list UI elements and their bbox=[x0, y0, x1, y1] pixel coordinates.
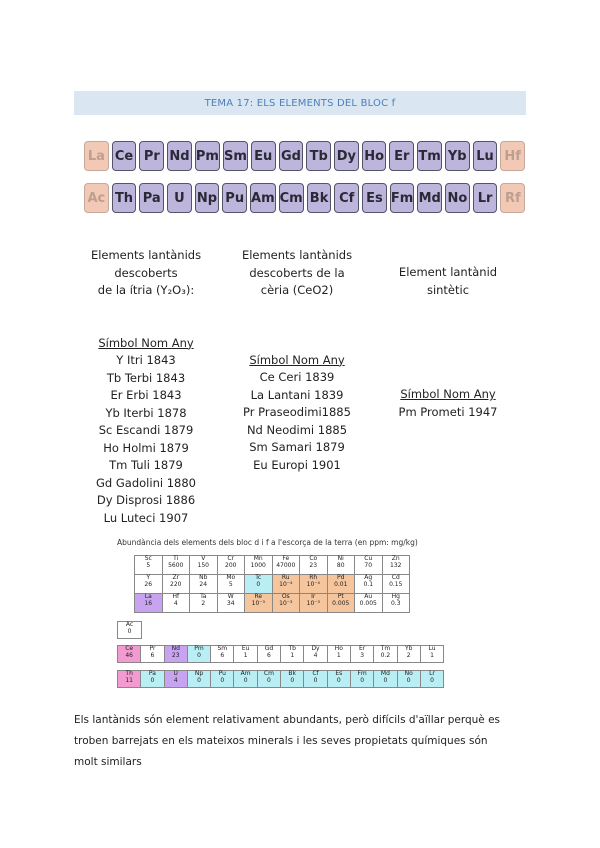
abundance-cell bbox=[162, 594, 190, 613]
element-tile: La bbox=[84, 141, 109, 171]
abundance-value: 1000 bbox=[250, 561, 266, 569]
abundance-d-block-table bbox=[134, 555, 410, 613]
abundance-cell bbox=[234, 671, 257, 688]
column-heading-line: cèria (CeO2) bbox=[260, 283, 334, 297]
element-tile: Np bbox=[195, 183, 220, 213]
abundance-cell bbox=[281, 671, 304, 688]
abundance-symbol: Re bbox=[254, 593, 263, 600]
abundance-value: 0 bbox=[383, 676, 388, 684]
abundance-cell bbox=[217, 575, 245, 594]
abundance-value: 0 bbox=[220, 676, 225, 684]
abundance-cell bbox=[245, 556, 273, 575]
spacer bbox=[373, 299, 523, 386]
abundance-symbol: Fe bbox=[282, 555, 290, 562]
abundance-value: 0 bbox=[290, 676, 295, 684]
element-entry: Tm Tuli 1879 bbox=[109, 458, 183, 472]
element-tile: U bbox=[167, 183, 192, 213]
abundance-value: 4 bbox=[173, 599, 178, 607]
element-tile: Bk bbox=[307, 183, 332, 213]
abundance-value: 0.2 bbox=[380, 651, 391, 659]
abundance-cell bbox=[327, 594, 355, 613]
abundance-value: 0 bbox=[197, 676, 201, 684]
abundance-value: 5 bbox=[146, 561, 151, 569]
abundance-symbol: Cd bbox=[391, 574, 400, 581]
abundance-cell bbox=[190, 556, 218, 575]
abundance-value: 0 bbox=[267, 676, 271, 684]
element-tile: Cf bbox=[334, 183, 359, 213]
abundance-cell bbox=[118, 671, 141, 688]
element-tile: Er bbox=[389, 141, 414, 171]
abundance-symbol: Hg bbox=[391, 593, 400, 600]
abundance-symbol: Ho bbox=[334, 645, 343, 652]
element-tile: No bbox=[445, 183, 470, 213]
element-entry: Yb Iterbi 1878 bbox=[105, 405, 187, 420]
abundance-symbol: Tm bbox=[380, 645, 391, 652]
abundance-cell bbox=[211, 646, 234, 663]
abundance-cell bbox=[420, 646, 443, 663]
element-entry: Er Erbi 1843 bbox=[110, 388, 182, 402]
column-heading-line: sintètic bbox=[426, 282, 470, 297]
abundance-value: 150 bbox=[197, 561, 209, 569]
element-tile: Pu bbox=[222, 183, 247, 213]
abundance-lanthanides-table bbox=[117, 645, 444, 663]
abundance-value: 10⁻³ bbox=[251, 599, 265, 607]
element-entry: Dy Disprosi 1886 bbox=[96, 493, 196, 507]
abundance-cell bbox=[300, 594, 328, 613]
abundance-cell bbox=[382, 594, 410, 613]
abundance-value: 2 bbox=[201, 599, 206, 607]
abundance-symbol: Pt bbox=[337, 593, 344, 600]
abundance-cell bbox=[217, 556, 245, 575]
abundance-symbol: Ni bbox=[337, 555, 344, 562]
abundance-symbol: Es bbox=[335, 670, 343, 677]
abundance-value: 4 bbox=[173, 676, 178, 684]
abundance-row bbox=[118, 622, 142, 639]
abundance-value: 5600 bbox=[168, 561, 184, 569]
column-synthetic bbox=[373, 247, 523, 421]
element-tile: Ac bbox=[84, 183, 109, 213]
element-entry: Gd Gadolini 1880 bbox=[96, 475, 196, 490]
abundance-value: 0 bbox=[406, 676, 411, 684]
column-heading-line: de la ítria (Y₂O₃): bbox=[97, 283, 195, 297]
element-entry: Nd Neodimi 1885 bbox=[246, 422, 348, 437]
abundance-value: 0 bbox=[430, 676, 434, 684]
abundance-symbol: Os bbox=[281, 593, 290, 600]
abundance-value: 0.1 bbox=[363, 580, 374, 588]
element-tile: Rf bbox=[500, 183, 525, 213]
column-heading-line: descoberts bbox=[114, 265, 178, 280]
element-tile: Eu bbox=[251, 141, 276, 171]
element-tile: Pa bbox=[139, 183, 164, 213]
abundance-symbol: Ac bbox=[125, 621, 134, 628]
element-tile: Tb bbox=[306, 141, 331, 171]
abundance-value: 24 bbox=[199, 580, 208, 588]
element-entry: Sm Samari 1879 bbox=[249, 440, 345, 454]
abundance-cell bbox=[350, 646, 373, 663]
element-entry: Eu Europi 1901 bbox=[253, 457, 341, 472]
abundance-value: 26 bbox=[144, 580, 153, 588]
element-tile: Gd bbox=[279, 141, 304, 171]
abundance-value: 0 bbox=[313, 676, 318, 684]
column-table-header: Símbol Nom Any bbox=[98, 335, 194, 350]
abundance-symbol: Au bbox=[364, 593, 373, 600]
abundance-cell bbox=[397, 671, 420, 688]
abundance-symbol: Lr bbox=[429, 670, 435, 677]
abundance-value: 5 bbox=[228, 580, 233, 588]
abundance-value: 0 bbox=[256, 580, 261, 588]
abundance-symbol: Lu bbox=[428, 645, 436, 652]
abundance-symbol: Md bbox=[380, 670, 390, 677]
spacer bbox=[71, 300, 221, 335]
abundance-symbol: W bbox=[227, 593, 234, 600]
abundance-cell bbox=[355, 556, 383, 575]
abundance-value: 0.01 bbox=[334, 580, 348, 588]
abundance-symbol: Pa bbox=[148, 670, 156, 677]
abundance-value: 34 bbox=[226, 599, 235, 607]
abundance-row bbox=[118, 671, 444, 688]
column-table-header: Símbol Nom Any bbox=[400, 387, 496, 401]
abundance-value: 23 bbox=[309, 561, 318, 569]
abundance-cell bbox=[257, 671, 280, 688]
abundance-cell bbox=[300, 575, 328, 594]
abundance-cell bbox=[272, 594, 300, 613]
abundance-cell bbox=[355, 575, 383, 594]
abundance-cell bbox=[245, 594, 273, 613]
abundance-symbol: Ru bbox=[281, 574, 290, 581]
spacer bbox=[222, 300, 372, 352]
abundance-value: 6 bbox=[267, 651, 271, 659]
body-paragraph: Els lantànids són element relativament abundants, però difícils d'aïllar perquè es troben barrejats en els mateixos minerals i les seves propietats químiques són molt similars bbox=[74, 714, 501, 768]
element-entry: Ce Ceri 1839 bbox=[259, 370, 335, 384]
column-heading-line: Elements lantànids bbox=[241, 248, 353, 262]
element-tile: Sm bbox=[223, 141, 248, 171]
element-list bbox=[222, 369, 372, 474]
abundance-value: 10⁻³ bbox=[279, 599, 293, 607]
abundance-value: 10⁻⁴ bbox=[306, 580, 320, 588]
element-tile: Tm bbox=[417, 141, 442, 171]
abundance-value: 70 bbox=[364, 561, 373, 569]
abundance-value: 11 bbox=[125, 676, 133, 684]
abundance-symbol: Pu bbox=[218, 670, 226, 677]
abundance-symbol: Tc bbox=[255, 574, 262, 581]
element-entry: Ho Holmi 1879 bbox=[103, 440, 189, 455]
element-tile: Hf bbox=[500, 141, 525, 171]
abundance-cell bbox=[327, 646, 350, 663]
page-header-banner bbox=[74, 91, 526, 115]
abundance-symbol: Eu bbox=[241, 645, 250, 652]
abundance-symbol: Pm bbox=[194, 645, 204, 652]
abundance-symbol: Ta bbox=[200, 593, 207, 600]
abundance-symbol: Cf bbox=[312, 670, 319, 677]
abundance-actinides-table bbox=[117, 670, 444, 688]
element-entry: La Lantani 1839 bbox=[250, 387, 344, 402]
abundance-symbol: Dy bbox=[311, 645, 320, 652]
abundance-cell bbox=[257, 646, 280, 663]
abundance-symbol: V bbox=[201, 555, 206, 562]
abundance-cell bbox=[327, 671, 350, 688]
abundance-symbol: Cm bbox=[263, 670, 274, 677]
abundance-symbol: Mo bbox=[226, 574, 236, 581]
column-heading-line: descoberts de la bbox=[249, 265, 345, 280]
abundance-symbol: Er bbox=[358, 645, 366, 652]
abundance-cell bbox=[272, 575, 300, 594]
abundance-value: 46 bbox=[125, 651, 133, 659]
abundance-value: 1 bbox=[243, 651, 248, 659]
abundance-symbol: Bk bbox=[288, 670, 297, 677]
abundance-cell bbox=[187, 671, 210, 688]
abundance-title: Abundància dels elements dels bloc d i f a l'escorça de la terra (en ppm: mg/kg) bbox=[117, 538, 418, 547]
abundance-row bbox=[135, 556, 410, 575]
abundance-symbol: Zr bbox=[172, 574, 180, 581]
abundance-value: 6 bbox=[150, 651, 155, 659]
abundance-cell bbox=[300, 556, 328, 575]
abundance-symbol: Ti bbox=[173, 555, 179, 562]
abundance-symbol: Y bbox=[146, 574, 151, 581]
abundance-symbol: Fm bbox=[357, 670, 367, 677]
abundance-row bbox=[118, 646, 444, 663]
abundance-cell bbox=[164, 671, 187, 688]
abundance-cell bbox=[245, 575, 273, 594]
abundance-cell bbox=[187, 646, 210, 663]
abundance-cell bbox=[304, 671, 327, 688]
abundance-cell bbox=[382, 556, 410, 575]
abundance-cell bbox=[234, 646, 257, 663]
abundance-row bbox=[135, 575, 410, 594]
element-tile: Am bbox=[250, 183, 276, 213]
element-tile: Pr bbox=[139, 141, 164, 171]
abundance-value: 0 bbox=[127, 627, 132, 635]
abundance-cell bbox=[190, 575, 218, 594]
element-tile: Pm bbox=[195, 141, 220, 171]
abundance-symbol: Gd bbox=[264, 645, 274, 652]
abundance-cell bbox=[164, 646, 187, 663]
element-list bbox=[373, 404, 523, 422]
abundance-cell bbox=[281, 646, 304, 663]
element-tile: Nd bbox=[167, 141, 192, 171]
abundance-value: 1 bbox=[290, 651, 295, 659]
element-list bbox=[71, 352, 221, 527]
abundance-cell bbox=[118, 646, 141, 663]
abundance-cell bbox=[135, 575, 163, 594]
abundance-symbol: Pd bbox=[337, 574, 345, 581]
abundance-cell bbox=[141, 646, 164, 663]
abundance-value: 2 bbox=[406, 651, 411, 659]
abundance-cell bbox=[327, 575, 355, 594]
element-tile: Th bbox=[112, 183, 137, 213]
abundance-cell bbox=[162, 556, 190, 575]
abundance-cell bbox=[355, 594, 383, 613]
element-tile: Ce bbox=[112, 141, 137, 171]
abundance-cell bbox=[272, 556, 300, 575]
column-ceria bbox=[222, 247, 372, 474]
column-table-header: Símbol Nom Any bbox=[249, 352, 345, 367]
actinide-row bbox=[84, 183, 525, 213]
abundance-symbol: Nb bbox=[199, 574, 208, 581]
abundance-cell bbox=[135, 594, 163, 613]
abundance-value: 47000 bbox=[276, 561, 296, 569]
abundance-value: 0 bbox=[150, 676, 155, 684]
abundance-value: 200 bbox=[225, 561, 237, 569]
abundance-symbol: Th bbox=[125, 670, 133, 677]
abundance-symbol: U bbox=[173, 670, 178, 677]
abundance-cell bbox=[190, 594, 218, 613]
abundance-cell bbox=[382, 575, 410, 594]
element-tile: Md bbox=[417, 183, 442, 213]
column-heading-line: Elements lantànids bbox=[90, 248, 202, 262]
abundance-row bbox=[135, 594, 410, 613]
abundance-value: 0.3 bbox=[390, 599, 401, 607]
abundance-value: 0 bbox=[197, 651, 201, 659]
abundance-value: 0 bbox=[360, 676, 365, 684]
element-entry: Y Itri 1843 bbox=[116, 353, 176, 367]
abundance-symbol: No bbox=[404, 670, 413, 677]
abundance-symbol: Ag bbox=[364, 574, 373, 581]
abundance-cell bbox=[217, 594, 245, 613]
abundance-value: 16 bbox=[144, 599, 153, 607]
abundance-value: 6 bbox=[220, 651, 225, 659]
abundance-symbol: La bbox=[144, 593, 152, 600]
abundance-value: 10⁻⁴ bbox=[279, 580, 293, 588]
element-entry: Pr Praseodimi1885 bbox=[243, 405, 351, 419]
abundance-cell bbox=[162, 575, 190, 594]
abundance-symbol: Ir bbox=[311, 593, 316, 600]
abundance-cell bbox=[374, 646, 397, 663]
abundance-cell bbox=[397, 646, 420, 663]
abundance-cell bbox=[327, 556, 355, 575]
abundance-symbol: Ce bbox=[125, 645, 134, 652]
abundance-value: 23 bbox=[171, 651, 180, 659]
abundance-value: 0.005 bbox=[359, 599, 377, 607]
abundance-value: 10⁻³ bbox=[306, 599, 320, 607]
abundance-symbol: Rh bbox=[309, 574, 318, 581]
abundance-symbol: Np bbox=[194, 670, 204, 677]
column-heading-line: Element lantànid bbox=[398, 265, 498, 279]
abundance-ac-cell bbox=[117, 621, 142, 639]
element-tile: Dy bbox=[334, 141, 359, 171]
abundance-symbol: Co bbox=[309, 555, 318, 562]
element-tile: Cm bbox=[279, 183, 304, 213]
abundance-symbol: Zn bbox=[391, 555, 400, 562]
element-entry: Sc Escandi 1879 bbox=[98, 423, 194, 437]
abundance-value: 0.15 bbox=[389, 580, 403, 588]
abundance-cell bbox=[135, 556, 163, 575]
abundance-symbol: Mn bbox=[253, 555, 263, 562]
element-tile: Ho bbox=[362, 141, 387, 171]
element-entry: Tb Terbi 1843 bbox=[106, 370, 186, 385]
page-title: TEMA 17: ELS ELEMENTS DEL BLOC f bbox=[204, 97, 396, 109]
spacer bbox=[373, 247, 523, 264]
abundance-value: 4 bbox=[313, 651, 318, 659]
column-itria bbox=[71, 247, 221, 527]
abundance-symbol: Cr bbox=[227, 555, 235, 562]
abundance-symbol: Tb bbox=[288, 645, 296, 652]
abundance-value: 1 bbox=[336, 651, 341, 659]
abundance-cell bbox=[420, 671, 443, 688]
element-tile: Yb bbox=[445, 141, 470, 171]
lanthanide-row bbox=[84, 141, 525, 171]
abundance-symbol: Nd bbox=[171, 645, 180, 652]
element-tile: Lu bbox=[473, 141, 498, 171]
element-tile: Lr bbox=[473, 183, 498, 213]
abundance-symbol: Pr bbox=[149, 645, 156, 652]
abundance-symbol: Yb bbox=[404, 645, 413, 652]
abundance-cell bbox=[211, 671, 234, 688]
abundance-value: 132 bbox=[390, 561, 402, 569]
abundance-value: 0.005 bbox=[332, 599, 350, 607]
abundance-symbol: Sc bbox=[144, 555, 152, 562]
abundance-cell bbox=[304, 646, 327, 663]
abundance-symbol: Sm bbox=[217, 645, 228, 652]
abundance-cell bbox=[350, 671, 373, 688]
abundance-value: 0 bbox=[243, 676, 248, 684]
abundance-value: 3 bbox=[360, 651, 365, 659]
abundance-cell bbox=[118, 622, 142, 639]
element-entry: Pm Prometi 1947 bbox=[398, 404, 498, 419]
abundance-cell bbox=[141, 671, 164, 688]
abundance-value: 0 bbox=[336, 676, 341, 684]
abundance-symbol: Am bbox=[240, 670, 251, 677]
element-tile: Es bbox=[362, 183, 387, 213]
element-tile: Fm bbox=[390, 183, 415, 213]
abundance-cell bbox=[374, 671, 397, 688]
abundance-symbol: Cu bbox=[364, 555, 373, 562]
abundance-symbol: Hf bbox=[172, 593, 180, 600]
abundance-value: 1 bbox=[430, 651, 434, 659]
abundance-value: 80 bbox=[336, 561, 345, 569]
abundance-value: 220 bbox=[170, 580, 182, 588]
element-entry: Lu Luteci 1907 bbox=[103, 510, 189, 525]
